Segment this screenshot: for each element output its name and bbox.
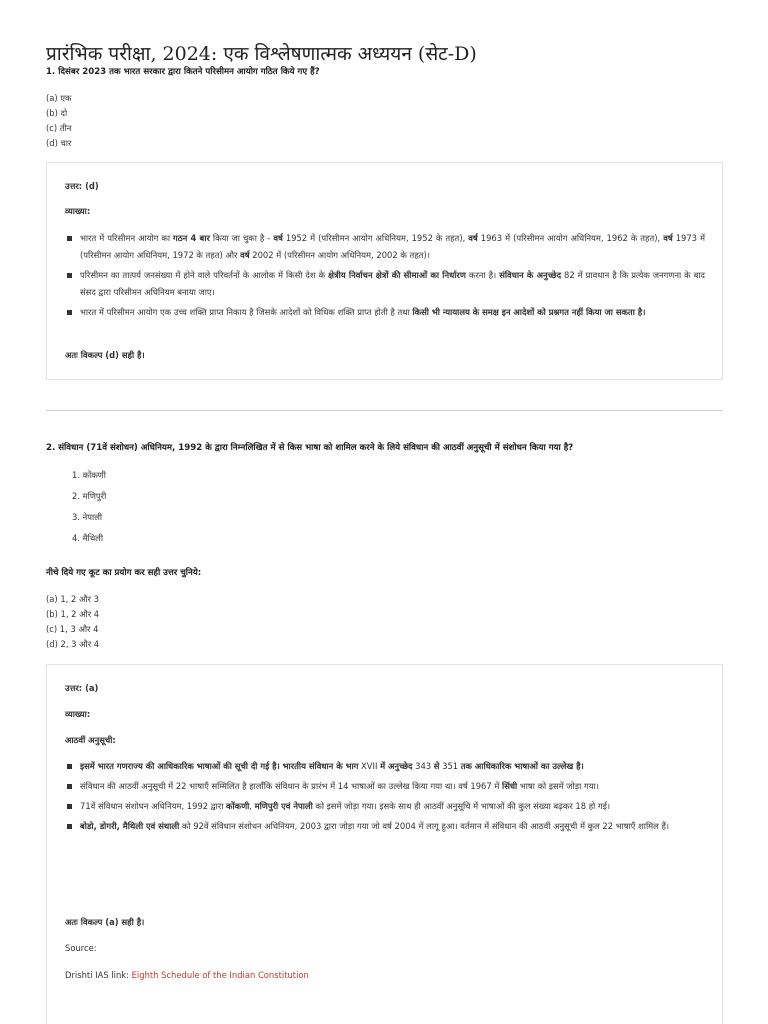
option-b: (b) 1, 2 और 4 — [46, 609, 100, 619]
bullet-text-run: इसमें भारत गणराज्य की आधिकारिक भाषाओं की सूची दी गई है। भारतीय संविधान के भाग — [80, 761, 359, 771]
question-2-text: 2. संविधान (71वें संशोधन) अधिनियम, 1992 के द्वारा निम्नलिखित में से किस भाषा को शामिल करने के लिये संविधान की आठवीं अनुसूची में संशोधन किया गया है? — [46, 443, 574, 453]
instruction-text: नीचे दिये गए कूट का प्रयोग कर सही उत्तर चुनिये: — [46, 568, 202, 578]
question-1-text: 1. दिसंबर 2023 तक भारत सरकार द्वारा कितने परिसीमन आयोग गठित किये गए हैं? — [46, 67, 320, 77]
explanation-bullet — [67, 304, 705, 321]
option-d: (d) 2, 3 और 4 — [46, 639, 100, 649]
bullet-square-icon — [67, 804, 72, 809]
question-1-options — [46, 91, 71, 151]
bullet-square-icon — [67, 236, 72, 241]
bullet-square-icon — [67, 273, 72, 278]
bullet-text-run: मणिपुरी एवं नेपाली — [254, 801, 313, 811]
question-2-options — [46, 592, 99, 652]
option-a: (a) एक — [46, 93, 72, 103]
answer-box-2 — [46, 664, 723, 1024]
bullet-text-run: 343 — [412, 761, 434, 771]
reference-link[interactable]: Eighth Schedule of the Indian Constitution — [131, 970, 309, 980]
bullet-text-run: 71वें संविधान संशोधन अधिनियम, 1992 द्वारा — [80, 801, 227, 811]
reference-line — [65, 970, 309, 980]
bullet-text-run: क्षेत्रीय निर्वाचन क्षेत्रों की सीमाओं का निर्धारण — [328, 270, 466, 280]
option-a: (a) 1, 2 और 3 — [46, 594, 99, 604]
bullet-square-icon — [67, 764, 72, 769]
explanation-bullet — [67, 267, 705, 301]
list-item: 2. मणिपुरी — [72, 491, 107, 501]
bullet-text-run: करना है। — [465, 270, 500, 280]
bullet-text-run: भारत में परिसीमन आयोग एक उच्च शक्ति प्राप्त निकाय है जिसके आदेशों को विधिक शक्ति प्राप्त होती है तथा — [80, 307, 413, 317]
bullet-text-run: भारत में परिसीमन आयोग का — [80, 233, 173, 243]
question-2-items — [72, 470, 106, 554]
bullet-text-run: संविधान की आठवीं अनुसूची में 22 भाषाएँ सम्मिलित है हालाँकि संविधान के प्रारंभ में 14 भाषाओं का उल्लेख किया गया था। वर्ष 1967 में — [80, 781, 503, 791]
bullet-text-run: को इसमें जोड़ा गया। इसके साथ ही आठवीं अनुसूचि में भाषाओं की कुल संख्या बढ़कर 18 हो गई। — [312, 801, 611, 811]
explanation-list — [67, 758, 705, 838]
option-b: (b) दो — [46, 108, 68, 118]
bullet-text-run: में अनुच्छेद — [380, 761, 413, 771]
bullet-text-run: किया जा चुका है - — [209, 233, 274, 243]
bullet-text-run: 1963 में (परिसीमन आयोग अधिनियम, 1962 के तहत), — [477, 233, 664, 243]
bullet-text-run: वर्ष — [468, 233, 478, 243]
bullet-text-run: को 92वें संविधान संशोधन अधिनियम, 2003 द्वारा जोड़ा गया जो वर्ष 2004 में लागू हुआ। वर्तमान में संविधान की आठवीं अनुसूची में कुल 22 भाषाएँ शामिल हैं। — [179, 821, 670, 831]
bullet-text-run: बोडो, डोगरी, मैथिली एवं संथाली — [80, 821, 180, 831]
explanation-label: व्याख्या: — [65, 206, 91, 216]
bullet-text-run: 1952 में (परिसीमन आयोग अधिनियम, 1952 के तहत), — [282, 233, 469, 243]
bullet-square-icon — [67, 824, 72, 829]
explanation-bullet — [67, 778, 705, 795]
bullet-text-run: वर्ष — [273, 233, 283, 243]
bullet-text-run: , — [249, 801, 255, 811]
option-c: (c) तीन — [46, 123, 72, 133]
conclusion-text: अतः विकल्प (a) सही है। — [65, 917, 145, 927]
section-divider — [46, 410, 723, 411]
answer-label: उत्तर: (d) — [65, 181, 99, 191]
bullet-text-run: भाषा को इसमें जोड़ा गया। — [517, 781, 599, 791]
list-item: 1. कोंकणी — [72, 470, 106, 480]
bullet-text-run: तक आधिकारिक भाषाओं का उल्लेख है। — [460, 761, 584, 771]
explanation-list — [67, 230, 705, 324]
option-d: (d) चार — [46, 138, 72, 148]
bullet-text-run: वर्ष — [663, 233, 673, 243]
bullet-square-icon — [67, 784, 72, 789]
subheading: आठवीं अनुसूची: — [65, 735, 116, 745]
bullet-text-run: कोंकणी — [226, 801, 250, 811]
explanation-bullet — [67, 798, 705, 815]
source-label: Source: — [65, 943, 97, 953]
answer-label: उत्तर: (a) — [65, 683, 99, 693]
option-c: (c) 1, 3 और 4 — [46, 624, 99, 634]
bullet-text-run: संविधान के अनुच्छेद — [499, 270, 562, 280]
bullet-text-run: 82 में प्रावधान है कि प्रत्येक जनगणना के बाद संसद द्वारा परिसीमन अधिनियम बनाया जाए। — [80, 270, 705, 297]
list-item: 4. मैथिली — [72, 533, 104, 543]
answer-box-1 — [46, 162, 723, 380]
bullet-text-run: परिसीमन का तात्पर्य जनसंख्या में होने वाले परिवर्तनों के आलोक में किसी देश के — [80, 270, 328, 280]
bullet-text-run: किसी भी न्यायालय के समक्ष इन आदेशों को प्रश्नगत नहीं किया जा सकता है। — [412, 307, 646, 317]
explanation-bullet — [67, 818, 705, 835]
explanation-label: व्याख्या: — [65, 709, 91, 719]
bullet-text-run: 2002 में (परिसीमन आयोग अधिनियम, 2002 के तहत)। — [249, 250, 430, 260]
explanation-bullet — [67, 230, 705, 264]
bullet-text-run: XVII — [358, 761, 381, 771]
link-prefix: Drishti IAS link: — [65, 970, 132, 980]
bullet-text-run: 1973 में (परिसीमन आयोग अधिनियम, 1972 के तहत) और — [80, 233, 706, 260]
bullet-text-run: गठन 4 बार — [173, 233, 210, 243]
bullet-text-run: 351 — [439, 761, 461, 771]
bullet-text-run: वर्ष — [240, 250, 250, 260]
bullet-text-run: से — [433, 761, 440, 771]
explanation-bullet — [67, 758, 705, 775]
bullet-square-icon — [67, 310, 72, 315]
conclusion-text: अतः विकल्प (d) सही है। — [65, 350, 145, 360]
list-item: 3. नेपाली — [72, 512, 103, 522]
page-title: प्रारंभिक परीक्षा, 2024: एक विश्लेषणात्मक अध्ययन (सेट-D) — [46, 43, 477, 65]
bullet-text-run: सिंधी — [502, 781, 518, 791]
